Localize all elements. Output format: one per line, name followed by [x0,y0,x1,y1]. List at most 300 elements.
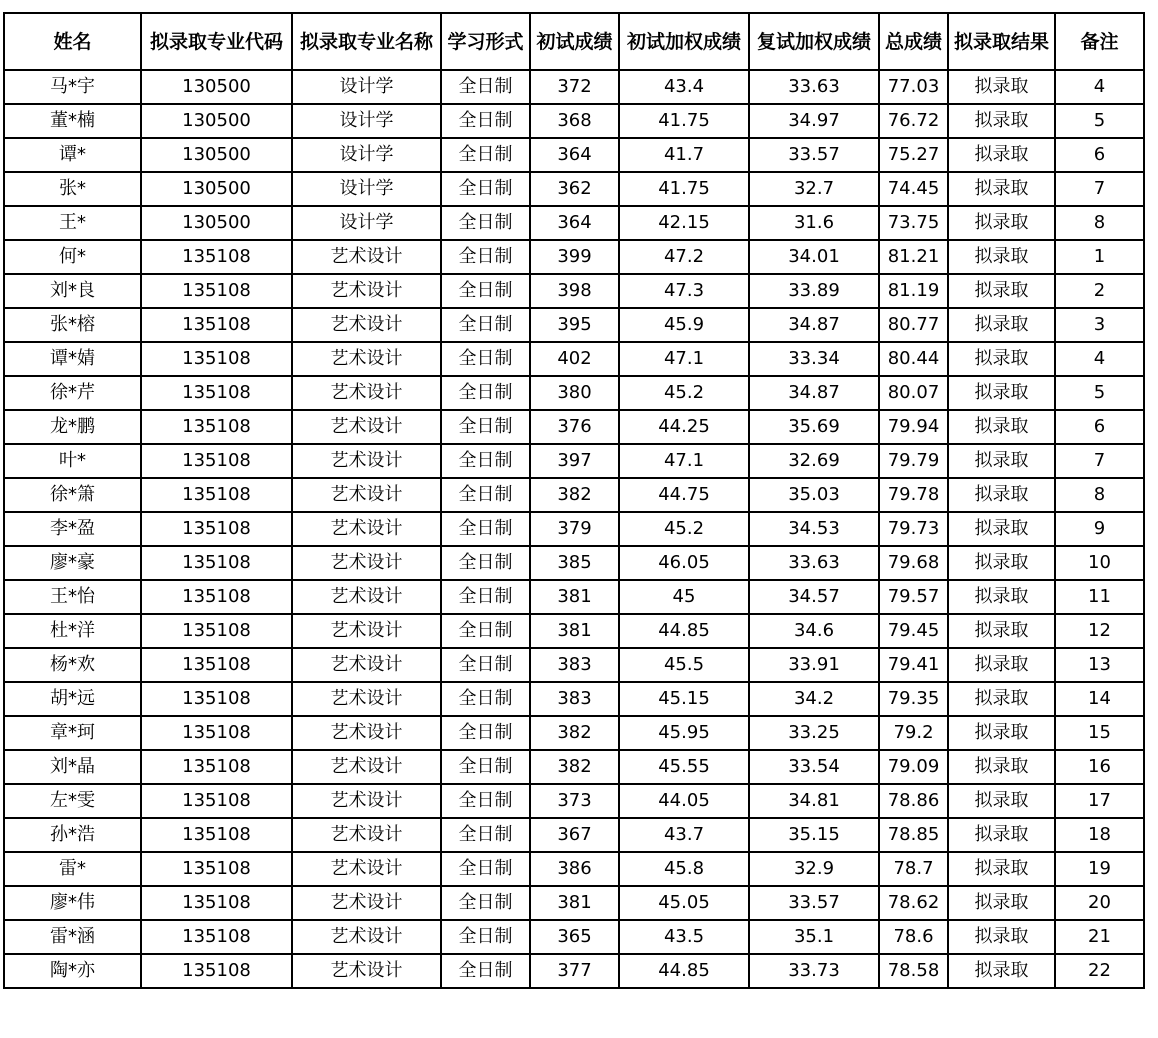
cell-initial-score: 399 [530,240,619,274]
cell-admission-result: 拟录取 [948,444,1055,478]
cell-retest-weighted: 33.73 [749,954,879,988]
cell-retest-weighted: 33.34 [749,342,879,376]
cell-retest-weighted: 31.6 [749,206,879,240]
table-row [4,138,1144,172]
cell-initial-weighted: 45.2 [619,512,749,546]
cell-remark: 5 [1055,376,1144,410]
cell-study-form: 全日制 [441,308,530,342]
cell-retest-weighted: 35.69 [749,410,879,444]
cell-retest-weighted: 35.1 [749,920,879,954]
cell-initial-score: 372 [530,70,619,104]
cell-initial-weighted: 47.1 [619,342,749,376]
cell-study-form: 全日制 [441,682,530,716]
table-row [4,682,1144,716]
cell-study-form: 全日制 [441,886,530,920]
cell-remark: 4 [1055,342,1144,376]
cell-admission-result: 拟录取 [948,172,1055,206]
cell-admission-result: 拟录取 [948,954,1055,988]
table-row [4,852,1144,886]
cell-retest-weighted: 34.97 [749,104,879,138]
cell-initial-score: 382 [530,716,619,750]
cell-major-code: 135108 [141,648,292,682]
table-row [4,478,1144,512]
cell-remark: 13 [1055,648,1144,682]
cell-total-score: 78.62 [879,886,948,920]
cell-retest-weighted: 34.87 [749,376,879,410]
cell-total-score: 80.44 [879,342,948,376]
cell-retest-weighted: 34.53 [749,512,879,546]
cell-remark: 7 [1055,444,1144,478]
cell-total-score: 79.78 [879,478,948,512]
cell-admission-result: 拟录取 [948,580,1055,614]
cell-retest-weighted: 35.03 [749,478,879,512]
cell-initial-weighted: 43.7 [619,818,749,852]
header-admission-result: 拟录取结果 [948,13,1055,70]
cell-major-name: 设计学 [292,138,441,172]
cell-admission-result: 拟录取 [948,818,1055,852]
cell-total-score: 79.35 [879,682,948,716]
cell-initial-weighted: 44.05 [619,784,749,818]
cell-major-name: 艺术设计 [292,512,441,546]
table-row [4,818,1144,852]
cell-name: 杨*欢 [4,648,141,682]
cell-admission-result: 拟录取 [948,716,1055,750]
cell-name: 徐*箫 [4,478,141,512]
cell-initial-weighted: 41.75 [619,104,749,138]
cell-study-form: 全日制 [441,104,530,138]
cell-admission-result: 拟录取 [948,546,1055,580]
cell-initial-weighted: 47.1 [619,444,749,478]
cell-study-form: 全日制 [441,580,530,614]
cell-initial-score: 385 [530,546,619,580]
cell-remark: 20 [1055,886,1144,920]
table-row [4,308,1144,342]
header-remark: 备注 [1055,13,1144,70]
cell-admission-result: 拟录取 [948,376,1055,410]
cell-major-code: 135108 [141,614,292,648]
cell-initial-score: 362 [530,172,619,206]
header-retest-weighted: 复试加权成绩 [749,13,879,70]
cell-total-score: 81.21 [879,240,948,274]
cell-major-name: 艺术设计 [292,784,441,818]
cell-initial-score: 383 [530,682,619,716]
cell-remark: 15 [1055,716,1144,750]
cell-study-form: 全日制 [441,954,530,988]
table-row [4,614,1144,648]
cell-initial-score: 364 [530,206,619,240]
cell-retest-weighted: 34.2 [749,682,879,716]
cell-name: 陶*亦 [4,954,141,988]
cell-initial-score: 381 [530,886,619,920]
cell-major-code: 130500 [141,206,292,240]
cell-remark: 11 [1055,580,1144,614]
cell-total-score: 73.75 [879,206,948,240]
cell-study-form: 全日制 [441,444,530,478]
cell-name: 马*宇 [4,70,141,104]
cell-admission-result: 拟录取 [948,682,1055,716]
cell-total-score: 78.85 [879,818,948,852]
cell-study-form: 全日制 [441,410,530,444]
header-initial-weighted: 初试加权成绩 [619,13,749,70]
cell-name: 刘*晶 [4,750,141,784]
cell-remark: 4 [1055,70,1144,104]
cell-remark: 6 [1055,138,1144,172]
cell-study-form: 全日制 [441,206,530,240]
cell-admission-result: 拟录取 [948,478,1055,512]
cell-admission-result: 拟录取 [948,342,1055,376]
cell-major-code: 135108 [141,954,292,988]
cell-total-score: 78.86 [879,784,948,818]
cell-admission-result: 拟录取 [948,104,1055,138]
cell-name: 何* [4,240,141,274]
cell-initial-weighted: 45.15 [619,682,749,716]
cell-initial-weighted: 45.55 [619,750,749,784]
cell-remark: 6 [1055,410,1144,444]
cell-initial-score: 395 [530,308,619,342]
cell-major-name: 艺术设计 [292,274,441,308]
cell-major-code: 135108 [141,444,292,478]
cell-initial-score: 386 [530,852,619,886]
cell-name: 杜*洋 [4,614,141,648]
cell-initial-score: 381 [530,614,619,648]
cell-major-name: 设计学 [292,104,441,138]
cell-retest-weighted: 32.9 [749,852,879,886]
cell-study-form: 全日制 [441,784,530,818]
cell-admission-result: 拟录取 [948,512,1055,546]
cell-name: 张* [4,172,141,206]
cell-retest-weighted: 33.54 [749,750,879,784]
cell-major-code: 135108 [141,818,292,852]
cell-total-score: 74.45 [879,172,948,206]
cell-retest-weighted: 33.25 [749,716,879,750]
cell-admission-result: 拟录取 [948,920,1055,954]
cell-name: 雷*涵 [4,920,141,954]
table-row [4,240,1144,274]
cell-study-form: 全日制 [441,512,530,546]
cell-name: 谭*婧 [4,342,141,376]
cell-major-code: 135108 [141,920,292,954]
cell-major-code: 135108 [141,580,292,614]
cell-admission-result: 拟录取 [948,852,1055,886]
cell-major-name: 艺术设计 [292,546,441,580]
table-row [4,512,1144,546]
cell-major-code: 135108 [141,410,292,444]
cell-initial-score: 373 [530,784,619,818]
cell-admission-result: 拟录取 [948,308,1055,342]
cell-remark: 7 [1055,172,1144,206]
cell-initial-weighted: 45.95 [619,716,749,750]
cell-name: 左*雯 [4,784,141,818]
cell-major-name: 设计学 [292,70,441,104]
cell-study-form: 全日制 [441,852,530,886]
cell-major-name: 艺术设计 [292,614,441,648]
cell-major-code: 135108 [141,546,292,580]
cell-initial-weighted: 45 [619,580,749,614]
cell-retest-weighted: 33.57 [749,886,879,920]
cell-retest-weighted: 33.63 [749,70,879,104]
table-row [4,206,1144,240]
cell-major-name: 艺术设计 [292,852,441,886]
cell-total-score: 79.09 [879,750,948,784]
cell-major-name: 艺术设计 [292,750,441,784]
cell-remark: 8 [1055,206,1144,240]
cell-admission-result: 拟录取 [948,614,1055,648]
header-major-code: 拟录取专业代码 [141,13,292,70]
cell-study-form: 全日制 [441,240,530,274]
table-row [4,546,1144,580]
table-row [4,716,1144,750]
cell-initial-score: 367 [530,818,619,852]
cell-name: 孙*浩 [4,818,141,852]
header-study-form: 学习形式 [441,13,530,70]
table-row [4,886,1144,920]
cell-initial-weighted: 43.4 [619,70,749,104]
cell-initial-score: 398 [530,274,619,308]
cell-major-name: 艺术设计 [292,308,441,342]
cell-initial-weighted: 45.05 [619,886,749,920]
cell-name: 董*楠 [4,104,141,138]
cell-study-form: 全日制 [441,172,530,206]
header-initial-score: 初试成绩 [530,13,619,70]
cell-remark: 19 [1055,852,1144,886]
cell-retest-weighted: 34.57 [749,580,879,614]
cell-initial-weighted: 45.5 [619,648,749,682]
cell-initial-score: 379 [530,512,619,546]
cell-initial-score: 380 [530,376,619,410]
cell-initial-score: 377 [530,954,619,988]
cell-initial-score: 376 [530,410,619,444]
cell-admission-result: 拟录取 [948,240,1055,274]
cell-admission-result: 拟录取 [948,274,1055,308]
header-total-score: 总成绩 [879,13,948,70]
table-row [4,648,1144,682]
table-row [4,920,1144,954]
cell-major-name: 艺术设计 [292,648,441,682]
table-row [4,274,1144,308]
cell-total-score: 79.68 [879,546,948,580]
cell-initial-score: 382 [530,750,619,784]
cell-name: 刘*良 [4,274,141,308]
cell-admission-result: 拟录取 [948,410,1055,444]
cell-major-name: 艺术设计 [292,478,441,512]
table-row [4,376,1144,410]
cell-study-form: 全日制 [441,376,530,410]
cell-admission-result: 拟录取 [948,206,1055,240]
cell-initial-score: 364 [530,138,619,172]
cell-major-code: 135108 [141,716,292,750]
cell-study-form: 全日制 [441,818,530,852]
cell-study-form: 全日制 [441,546,530,580]
cell-major-code: 135108 [141,886,292,920]
cell-total-score: 81.19 [879,274,948,308]
header-name: 姓名 [4,13,141,70]
cell-major-name: 艺术设计 [292,580,441,614]
cell-initial-weighted: 46.05 [619,546,749,580]
cell-initial-weighted: 45.8 [619,852,749,886]
cell-initial-score: 381 [530,580,619,614]
cell-name: 廖*豪 [4,546,141,580]
cell-name: 徐*芹 [4,376,141,410]
cell-name: 张*榕 [4,308,141,342]
table-row [4,410,1144,444]
cell-major-code: 135108 [141,274,292,308]
cell-initial-score: 368 [530,104,619,138]
cell-total-score: 79.45 [879,614,948,648]
cell-major-code: 135108 [141,376,292,410]
cell-major-code: 135108 [141,308,292,342]
cell-remark: 10 [1055,546,1144,580]
cell-total-score: 79.94 [879,410,948,444]
cell-total-score: 79.2 [879,716,948,750]
cell-remark: 2 [1055,274,1144,308]
cell-initial-weighted: 44.25 [619,410,749,444]
cell-total-score: 76.72 [879,104,948,138]
cell-remark: 1 [1055,240,1144,274]
cell-remark: 12 [1055,614,1144,648]
cell-admission-result: 拟录取 [948,138,1055,172]
cell-total-score: 78.7 [879,852,948,886]
cell-major-code: 130500 [141,172,292,206]
table-row [4,750,1144,784]
cell-major-name: 艺术设计 [292,886,441,920]
cell-retest-weighted: 33.89 [749,274,879,308]
cell-major-name: 艺术设计 [292,920,441,954]
cell-total-score: 79.73 [879,512,948,546]
cell-initial-score: 365 [530,920,619,954]
cell-initial-weighted: 43.5 [619,920,749,954]
cell-name: 章*珂 [4,716,141,750]
table-row [4,342,1144,376]
cell-study-form: 全日制 [441,274,530,308]
cell-retest-weighted: 33.91 [749,648,879,682]
cell-admission-result: 拟录取 [948,648,1055,682]
cell-initial-score: 397 [530,444,619,478]
cell-initial-weighted: 45.2 [619,376,749,410]
cell-study-form: 全日制 [441,342,530,376]
cell-remark: 17 [1055,784,1144,818]
cell-remark: 9 [1055,512,1144,546]
cell-remark: 8 [1055,478,1144,512]
cell-study-form: 全日制 [441,920,530,954]
cell-major-name: 设计学 [292,206,441,240]
cell-retest-weighted: 33.57 [749,138,879,172]
cell-initial-score: 383 [530,648,619,682]
cell-major-name: 艺术设计 [292,240,441,274]
cell-major-code: 130500 [141,70,292,104]
cell-major-name: 艺术设计 [292,376,441,410]
cell-name: 龙*鹏 [4,410,141,444]
table-row [4,172,1144,206]
cell-remark: 3 [1055,308,1144,342]
cell-study-form: 全日制 [441,138,530,172]
cell-study-form: 全日制 [441,478,530,512]
cell-total-score: 78.58 [879,954,948,988]
cell-major-code: 135108 [141,784,292,818]
table-row [4,70,1144,104]
cell-retest-weighted: 35.15 [749,818,879,852]
table-row [4,954,1144,988]
cell-total-score: 79.79 [879,444,948,478]
cell-admission-result: 拟录取 [948,70,1055,104]
cell-remark: 22 [1055,954,1144,988]
cell-retest-weighted: 34.87 [749,308,879,342]
table-body [4,70,1144,988]
cell-major-name: 艺术设计 [292,818,441,852]
cell-major-code: 135108 [141,512,292,546]
cell-retest-weighted: 32.69 [749,444,879,478]
cell-major-code: 135108 [141,682,292,716]
cell-major-code: 135108 [141,852,292,886]
cell-name: 廖*伟 [4,886,141,920]
cell-name: 王*怡 [4,580,141,614]
cell-major-code: 130500 [141,104,292,138]
cell-major-name: 设计学 [292,172,441,206]
cell-name: 李*盈 [4,512,141,546]
cell-total-score: 75.27 [879,138,948,172]
cell-initial-weighted: 47.2 [619,240,749,274]
cell-name: 王* [4,206,141,240]
cell-name: 谭* [4,138,141,172]
cell-admission-result: 拟录取 [948,750,1055,784]
cell-retest-weighted: 33.63 [749,546,879,580]
cell-total-score: 79.41 [879,648,948,682]
cell-initial-score: 402 [530,342,619,376]
cell-remark: 5 [1055,104,1144,138]
admission-table [3,12,1145,989]
cell-remark: 14 [1055,682,1144,716]
cell-initial-score: 382 [530,478,619,512]
cell-initial-weighted: 42.15 [619,206,749,240]
cell-major-name: 艺术设计 [292,410,441,444]
cell-retest-weighted: 34.01 [749,240,879,274]
cell-major-name: 艺术设计 [292,342,441,376]
cell-total-score: 79.57 [879,580,948,614]
cell-admission-result: 拟录取 [948,784,1055,818]
table-row [4,784,1144,818]
table-row [4,104,1144,138]
cell-name: 胡*远 [4,682,141,716]
cell-study-form: 全日制 [441,648,530,682]
cell-remark: 16 [1055,750,1144,784]
table-header-row [4,13,1144,70]
cell-study-form: 全日制 [441,614,530,648]
table-row [4,580,1144,614]
cell-retest-weighted: 34.81 [749,784,879,818]
cell-name: 叶* [4,444,141,478]
cell-major-code: 135108 [141,478,292,512]
cell-major-name: 艺术设计 [292,954,441,988]
cell-study-form: 全日制 [441,70,530,104]
header-major-name: 拟录取专业名称 [292,13,441,70]
cell-remark: 18 [1055,818,1144,852]
cell-retest-weighted: 34.6 [749,614,879,648]
admission-list-sheet [3,12,1145,989]
cell-major-name: 艺术设计 [292,682,441,716]
cell-retest-weighted: 32.7 [749,172,879,206]
cell-total-score: 80.77 [879,308,948,342]
cell-initial-weighted: 47.3 [619,274,749,308]
cell-name: 雷* [4,852,141,886]
cell-major-code: 135108 [141,750,292,784]
cell-major-code: 135108 [141,342,292,376]
cell-study-form: 全日制 [441,716,530,750]
table-row [4,444,1144,478]
cell-initial-weighted: 41.75 [619,172,749,206]
cell-initial-weighted: 41.7 [619,138,749,172]
cell-initial-weighted: 44.85 [619,954,749,988]
cell-major-name: 艺术设计 [292,444,441,478]
cell-total-score: 77.03 [879,70,948,104]
